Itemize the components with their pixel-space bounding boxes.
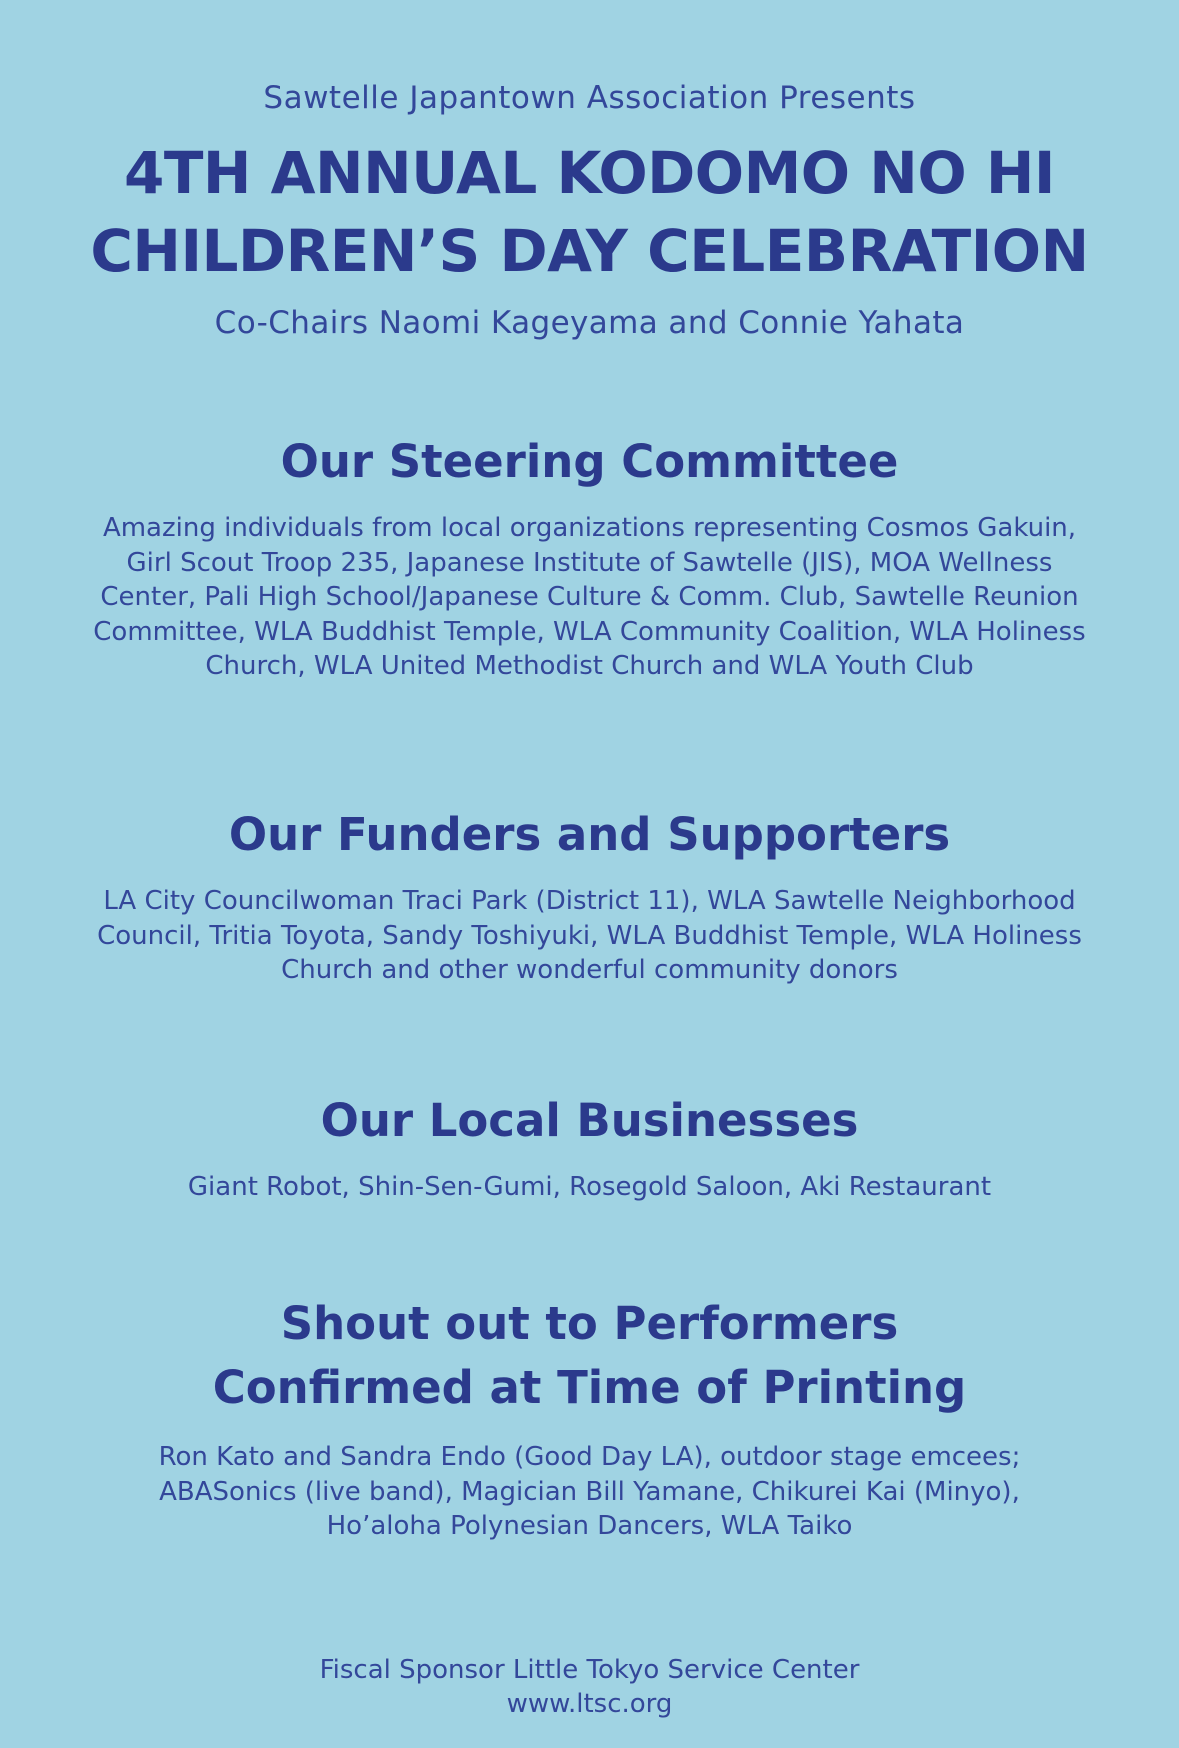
funders-heading: Our Funders and Supporters: [228, 808, 951, 861]
event-title-line-2: CHILDREN’S DAY CELEBRATION: [90, 217, 1089, 285]
funders-text: LA City Councilwoman Traci Park (District 11), WLA Sawtelle Neighborhood Council, Tritia Toyota, Sandy Toshiyuki, WLA Buddhist Temple, WLA Holiness Church and other wonderful community donors: [97, 886, 1082, 985]
footer: [0, 1653, 1179, 1721]
local-businesses-heading: Our Local Businesses: [320, 1094, 859, 1147]
presenter-line: Sawtelle Japantown Association Presents: [263, 80, 916, 116]
co-chairs-line: Co-Chairs Naomi Kageyama and Connie Yahata: [214, 305, 965, 341]
performers-heading-line-1: Shout out to Performers: [280, 1297, 899, 1350]
performers-heading-line-2: Confirmed at Time of Printing: [212, 1361, 967, 1414]
event-title: [0, 134, 1179, 290]
local-businesses-text: Giant Robot, Shin-Sen-Gumi, Rosegold Saloon, Aki Restaurant: [187, 1172, 992, 1202]
steering-committee-text: Amazing individuals from local organizations representing Cosmos Gakuin, Girl Scout Troop 235, Japanese Institute of Sawtelle (JIS), MOA Wellness Center, Pali High School/Japanese Culture & Comm. Club, Sawtelle Reunion Committee, WLA Buddhist Temple, WLA Community Coalition, WLA Holiness Church, WLA United Methodist Church and WLA Youth Club: [93, 513, 1086, 681]
fiscal-sponsor-line: Fiscal Sponsor Little Tokyo Service Center: [319, 1655, 860, 1685]
performers-heading: [0, 1292, 1179, 1420]
performers-text: Ron Kato and Sandra Endo (Good Day LA), outdoor stage emcees; ABASonics (live band), Magician Bill Yamane, Chikurei Kai (Minyo), Ho’aloha Polynesian Dancers, WLA Taiko: [158, 1442, 1021, 1541]
steering-committee-heading: Our Steering Committee: [280, 435, 899, 488]
sponsor-url: www.ltsc.org: [506, 1689, 673, 1719]
event-title-line-1: 4TH ANNUAL KODOMO NO HI: [124, 139, 1055, 207]
